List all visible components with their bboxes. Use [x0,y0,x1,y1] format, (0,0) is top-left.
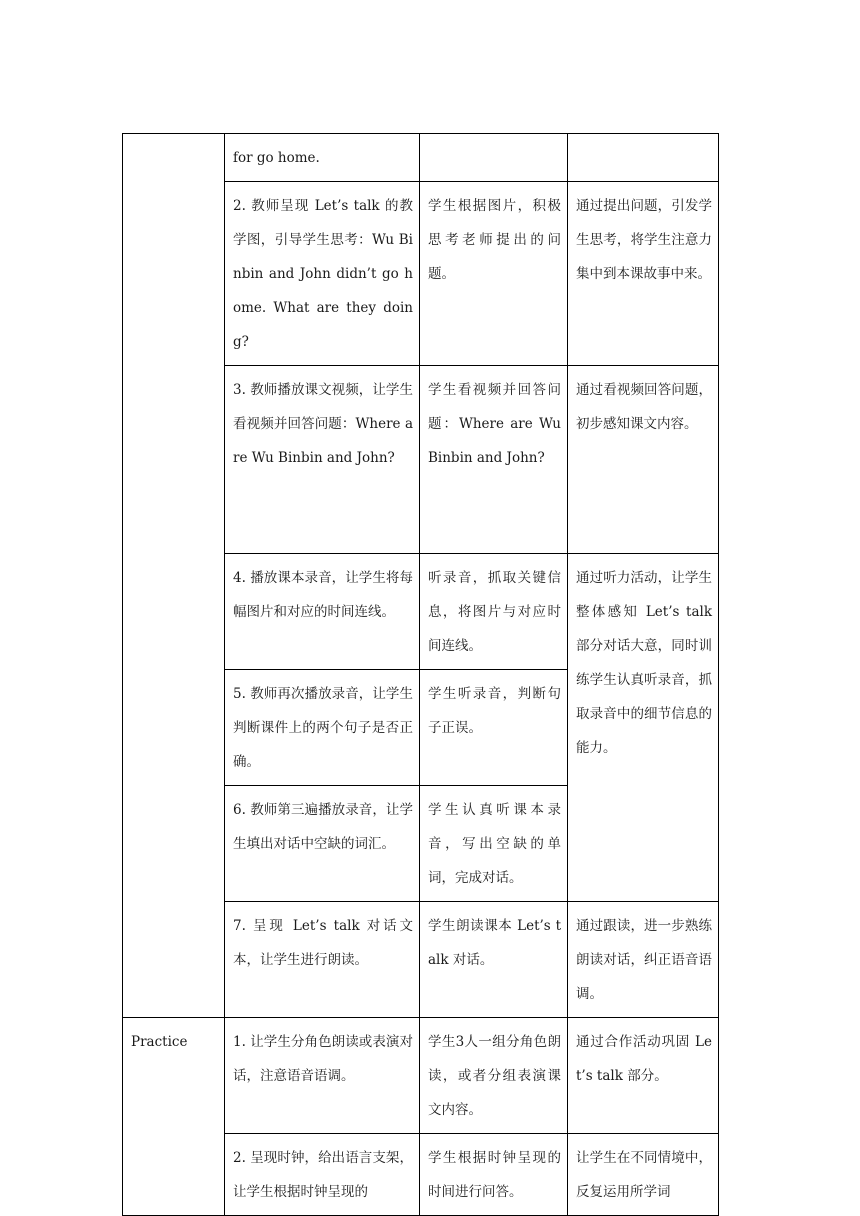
teacher-activity-cell: 3. 教师播放课文视频，让学生看视频并回答问题：Where are Wu Binbin and John? [225,366,420,554]
purpose-cell: 通过跟读，进一步熟练朗读对话，纠正语音语调。 [568,902,719,1018]
lesson-plan-table [122,133,719,1216]
student-activity-cell: 学生3人一组分角色朗读，或者分组表演课文内容。 [420,1018,568,1134]
student-activity-cell: 学生听录音，判断句子正误。 [420,670,568,786]
table-row [123,1018,719,1134]
student-activity-cell: 听录音，抓取关键信息，将图片与对应时间连线。 [420,554,568,670]
teacher-activity-cell: 2. 呈现时钟，给出语言支架，让学生根据时钟呈现的 [225,1134,420,1216]
stage-cell-practice: Practice [123,1018,225,1216]
purpose-cell: 通过听力活动，让学生整体感知 Let’s talk 部分对话大意，同时训练学生认真听录音，抓取录音中的细节信息的能力。 [568,554,719,902]
teacher-activity-cell: 5. 教师再次播放录音，让学生判断课件上的两个句子是否正确。 [225,670,420,786]
purpose-cell: 通过看视频回答问题，初步感知课文内容。 [568,366,719,554]
student-activity-cell [420,134,568,182]
student-activity-cell: 学生根据图片，积极思考老师提出的问题。 [420,182,568,366]
purpose-cell: 通过合作活动巩固 Let’s talk 部分。 [568,1018,719,1134]
student-activity-cell: 学生朗读课本 Let’s talk 对话。 [420,902,568,1018]
teacher-activity-cell: 2. 教师呈现 Let’s talk 的教学图，引导学生思考：Wu Binbin and John didn’t go home. What are they doing? [225,182,420,366]
teacher-activity-cell: 4. 播放课本录音，让学生将每幅图片和对应的时间连线。 [225,554,420,670]
stage-cell-presentation [123,134,225,1018]
student-activity-cell: 学生认真听课本录音，写出空缺的单词，完成对话。 [420,786,568,902]
teacher-activity-cell: 6. 教师第三遍播放录音，让学生填出对话中空缺的词汇。 [225,786,420,902]
teacher-activity-cell: for go home. [225,134,420,182]
table-row [123,134,719,182]
teacher-activity-cell: 1. 让学生分角色朗读或表演对话，注意语音语调。 [225,1018,420,1134]
student-activity-cell: 学生看视频并回答问题：Where are Wu Binbin and John? [420,366,568,554]
purpose-cell: 通过提出问题，引发学生思考，将学生注意力集中到本课故事中来。 [568,182,719,366]
purpose-cell [568,134,719,182]
purpose-cell: 让学生在不同情境中，反复运用所学词 [568,1134,719,1216]
teacher-activity-cell: 7. 呈现 Let’s talk 对话文本，让学生进行朗读。 [225,902,420,1018]
student-activity-cell: 学生根据时钟呈现的时间进行问答。 [420,1134,568,1216]
